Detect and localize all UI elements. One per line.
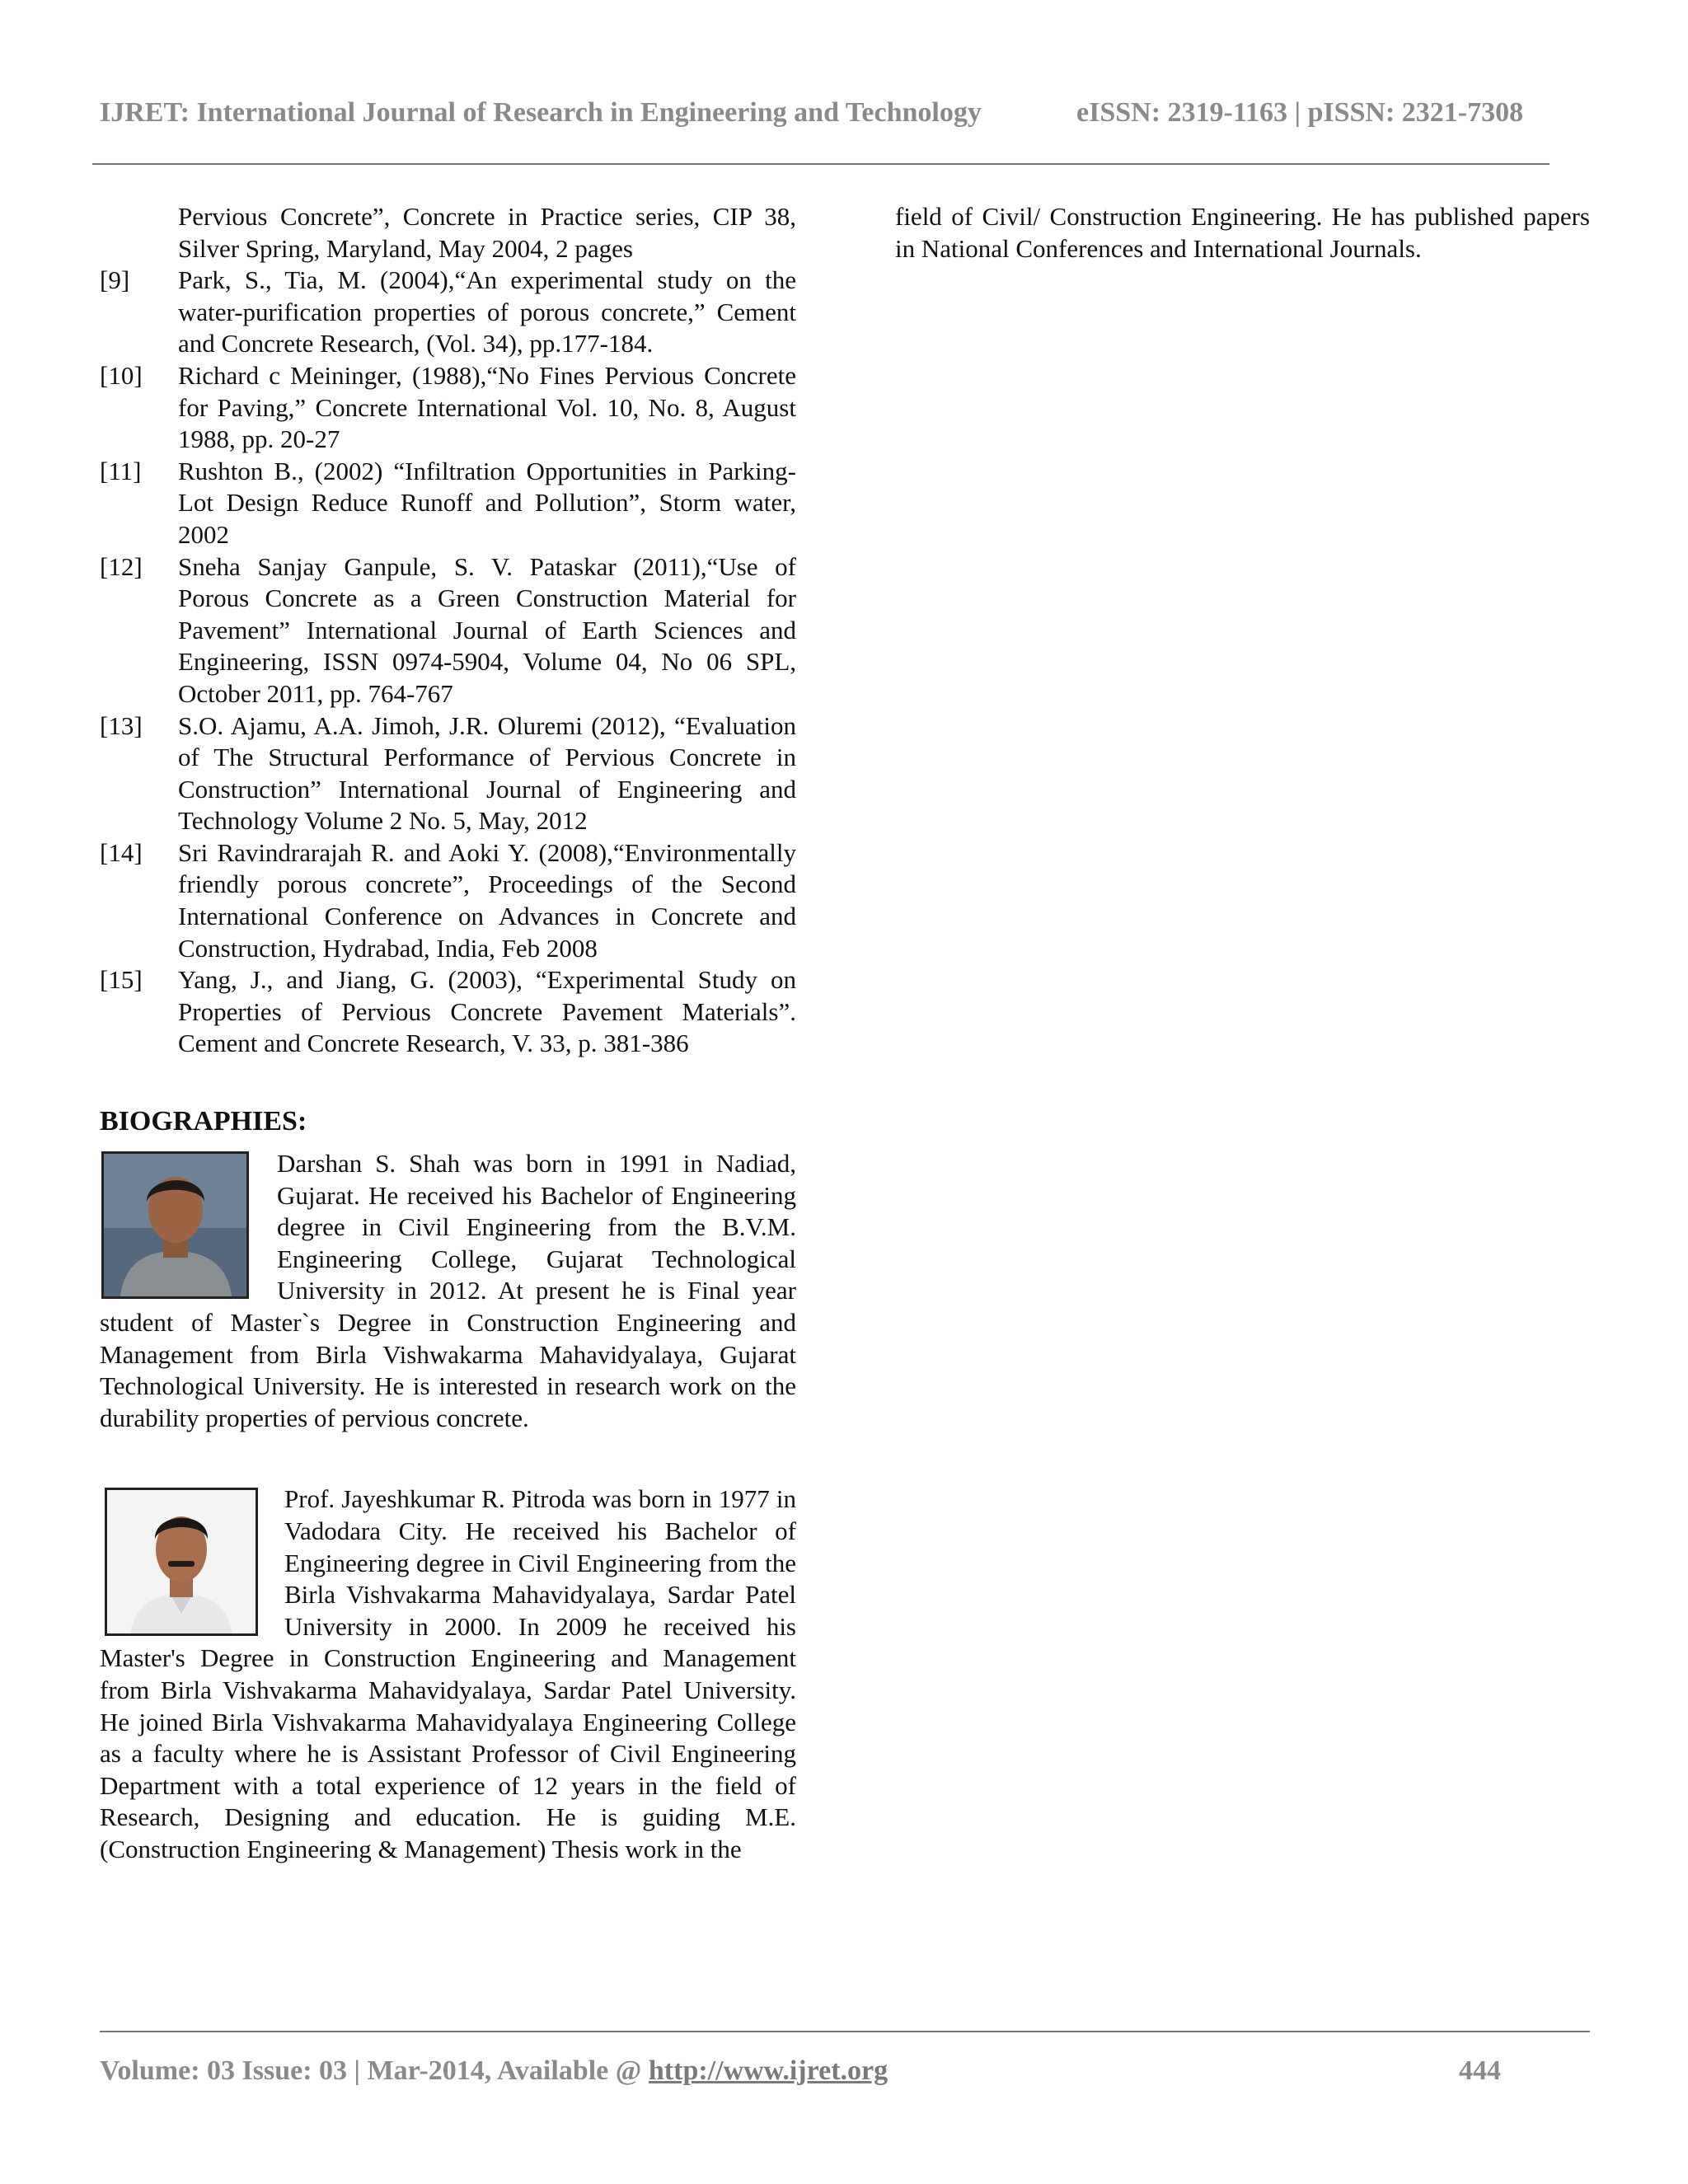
biographies-heading: BIOGRAPHIES: [100,1106,307,1137]
header-divider [92,163,1550,165]
reference-item [100,710,796,837]
reference-number: [13] [100,710,143,740]
reference-item [100,551,796,710]
reference-item [100,964,796,1060]
portrait-image [104,1154,246,1296]
page-number: 444 [1459,2055,1501,2086]
right-column [895,201,1590,265]
reference-item [100,837,796,964]
author-photo-shah [101,1151,249,1299]
reference-continuation: Pervious Concrete”, Concrete in Practice series, CIP 38, Silver Spring, Maryland, May 2004, 2 pages [178,202,796,263]
biography-text-pitroda-continued: field of Civil/ Construction Engineering. He has published papers in National Conferences and International Journals. [895,202,1590,263]
reference-text: Rushton B., (2002) “Infiltration Opportunities in Parking-Lot Design Reduce Runoff and Pollution”, Storm water, 2002 [178,456,796,549]
author-photo-pitroda [105,1488,258,1636]
issn-header: eISSN: 2319-1163 | pISSN: 2321-7308 [1076,97,1524,128]
left-column [100,201,796,1866]
portrait-image [107,1490,256,1633]
reference-item [100,360,796,456]
reference-item [100,456,796,551]
reference-number: [11] [100,456,142,485]
biography-text-pitroda: Prof. Jayeshkumar R. Pitroda was born in 1977 in Vadodara City. He received his Bachelor of Engineering degree in Civil Engineering from the Birla Vishvakarma Mahavidyalaya, Sardar Patel University in 2000. In 2009 he received his Master's Degree in Construction Engineering and Management from Birla Vishvakarma Mahavidyalaya, Sardar Patel University. He joined Birla Vishvakarma Mahavidyalaya Engineering College as a faculty where he is Assistant Professor of Civil Engineering Department with a total experience of 12 years in the field of Research, Designing and education. He is guiding M.E. (Construction Engineering & Management) Thesis work in the [100,1484,796,1863]
reference-text: Sneha Sanjay Ganpule, S. V. Pataskar (2011),“Use of Porous Concrete as a Green Construction Material for Pavement” International Journal of Earth Sciences and Engineering, ISSN 0974-5904, Volume 04, No 06 SPL, October 2011, pp. 764-767 [178,551,796,708]
footer-divider [100,2031,1590,2032]
reference-text: Yang, J., and Jiang, G. (2003), “Experimental Study on Properties of Pervious Concrete Pavement Materials”. Cement and Concrete Research, V. 33, p. 381-386 [178,965,796,1058]
reference-number: [9] [100,265,130,295]
reference-text: Park, S., Tia, M. (2004),“An experimental study on the water-purification properties of porous concrete,” Cement and Concrete Research, (Vol. 34), pp.177-184. [178,265,796,359]
reference-text: Sri Ravindrarajah R. and Aoki Y. (2008),“Environmentally friendly porous concrete”, Proceedings of the Second International Conference on Advances in Concrete and Construction, Hydrabad, India, Feb 2008 [178,837,796,963]
journal-title: IJRET: International Journal of Research in Engineering and Technology [100,97,982,128]
journal-website-link[interactable]: http://www.ijret.org [648,2055,889,2086]
footer-volume-info [100,2055,888,2087]
reference-text: S.O. Ajamu, A.A. Jimoh, J.R. Oluremi (2012), “Evaluation of The Structural Performance of Pervious Concrete in Construction” International Journal of Engineering and Technology Volume 2 No. 5, May, 2012 [178,710,796,836]
reference-number: [14] [100,837,143,867]
reference-text: Richard c Meininger, (1988),“No Fines Pervious Concrete for Paving,” Concrete International Vol. 10, No. 8, August 1988, pp. 20-27 [178,360,796,454]
reference-number: [15] [100,965,143,995]
reference-item [100,265,796,360]
biography-text-shah: Darshan S. Shah was born in 1991 in Nadiad, Gujarat. He received his Bachelor of Engineering degree in Civil Engineering from the B.V.M. Engineering College, Gujarat Technological University in 2012. At present he is Final year student of Master`s Degree in Construction Engineering and Management from Birla Vishwakarma Mahavidyalaya, Gujarat Technological University. He is interested in research work on the durability properties of pervious concrete. [100,1149,796,1432]
footer-volume-text: Volume: 03 Issue: 03 | Mar-2014, Available @ [100,2055,649,2086]
reference-number: [12] [100,551,143,581]
biography-shah [100,1148,796,1434]
biography-pitroda [100,1483,796,1865]
reference-number: [10] [100,360,143,390]
